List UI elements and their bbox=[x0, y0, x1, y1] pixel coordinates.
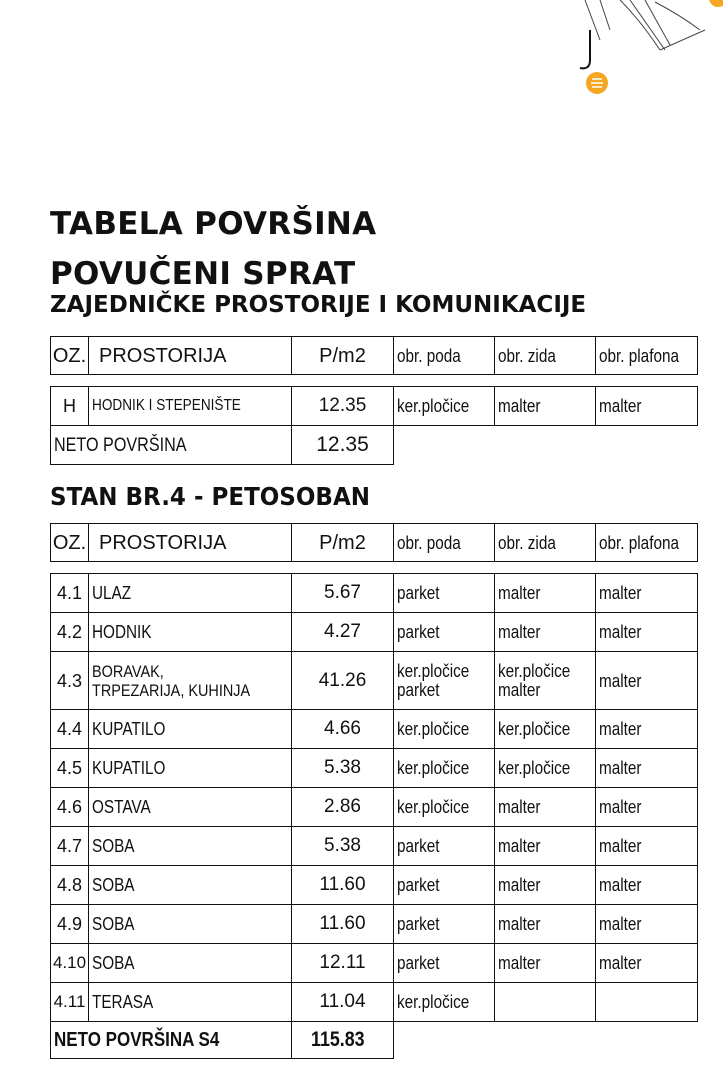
cell-wall: malter bbox=[495, 788, 596, 827]
cell-ceiling: malter bbox=[596, 944, 698, 983]
cell-oz: 4.10 bbox=[51, 944, 89, 983]
header-ceiling: obr. plafona bbox=[596, 337, 698, 375]
common-header-table bbox=[50, 336, 698, 375]
table-row bbox=[51, 387, 698, 426]
cell-floor: ker.pločice bbox=[394, 387, 495, 426]
cell-wall: malter bbox=[495, 574, 596, 613]
cell-ceiling: malter bbox=[596, 652, 698, 710]
cell-area: 11.60 bbox=[292, 905, 394, 944]
header-wall: obr. zida bbox=[495, 337, 596, 375]
table-row bbox=[51, 827, 698, 866]
cell-wall: malter bbox=[495, 905, 596, 944]
cell-ceiling: malter bbox=[596, 613, 698, 652]
header-oz: OZ. bbox=[51, 337, 89, 375]
header-oz: OZ. bbox=[51, 524, 89, 562]
cell-room: ULAZ bbox=[89, 574, 292, 613]
cell-area: 4.27 bbox=[292, 613, 394, 652]
cell-wall: malter bbox=[495, 827, 596, 866]
cell-wall: ker.pločice bbox=[495, 749, 596, 788]
cell-oz: 4.11 bbox=[51, 983, 89, 1022]
cell-ceiling: malter bbox=[596, 866, 698, 905]
cell-wall: malter bbox=[495, 866, 596, 905]
cell-room: BORAVAK, TRPEZARIJA, KUHINJA bbox=[89, 652, 292, 710]
table-row bbox=[51, 905, 698, 944]
section-title-common: ZAJEDNIČKE PROSTORIJE I KOMUNIKACIJE bbox=[50, 292, 587, 318]
cell-oz: 4.6 bbox=[51, 788, 89, 827]
table-row bbox=[51, 749, 698, 788]
apartment-header-table bbox=[50, 523, 698, 562]
total-label: NETO POVRŠINA S4 bbox=[51, 1022, 292, 1059]
cell-area: 4.66 bbox=[292, 710, 394, 749]
cell-floor: parket bbox=[394, 574, 495, 613]
cell-ceiling: malter bbox=[596, 574, 698, 613]
table-row bbox=[51, 613, 698, 652]
cell-floor: parket bbox=[394, 827, 495, 866]
cell-area: 11.04 bbox=[292, 983, 394, 1022]
cell-wall: ker.pločice bbox=[495, 710, 596, 749]
cell-room: HODNIK bbox=[89, 613, 292, 652]
cell-ceiling: malter bbox=[596, 710, 698, 749]
cell-oz: 4.5 bbox=[51, 749, 89, 788]
total-row bbox=[51, 426, 698, 465]
cell-wall: malter bbox=[495, 613, 596, 652]
cell-area: 12.35 bbox=[292, 387, 394, 426]
header-area: P/m2 bbox=[292, 524, 394, 562]
cell-oz: 4.7 bbox=[51, 827, 89, 866]
cell-oz: 4.4 bbox=[51, 710, 89, 749]
cell-wall bbox=[495, 983, 596, 1022]
section-title-apartment: STAN BR.4 - PETOSOBAN bbox=[50, 482, 371, 511]
cell-room: SOBA bbox=[89, 944, 292, 983]
cell-wall: ker.pločice malter bbox=[495, 652, 596, 710]
cell-oz: H bbox=[51, 387, 89, 426]
table-row bbox=[51, 574, 698, 613]
cell-floor: ker.pločice bbox=[394, 749, 495, 788]
cell-oz: 4.2 bbox=[51, 613, 89, 652]
floorplan-fragment-icon bbox=[560, 0, 723, 110]
cell-floor: ker.pločice bbox=[394, 710, 495, 749]
cell-area: 2.86 bbox=[292, 788, 394, 827]
cell-room: SOBA bbox=[89, 827, 292, 866]
header-area: P/m2 bbox=[292, 337, 394, 375]
cell-ceiling bbox=[596, 983, 698, 1022]
table-row bbox=[51, 983, 698, 1022]
cell-oz: 4.9 bbox=[51, 905, 89, 944]
cell-room: KUPATILO bbox=[89, 710, 292, 749]
total-value: 115.83 bbox=[292, 1022, 394, 1059]
cell-ceiling: malter bbox=[596, 788, 698, 827]
cell-ceiling: malter bbox=[596, 749, 698, 788]
cell-floor: parket bbox=[394, 866, 495, 905]
header-floor: obr. poda bbox=[394, 337, 495, 375]
document-title: TABELA POVRŠINA bbox=[50, 206, 377, 242]
cell-floor: ker.pločice parket bbox=[394, 652, 495, 710]
cell-area: 5.67 bbox=[292, 574, 394, 613]
header-room: PROSTORIJA bbox=[89, 524, 292, 562]
table-row bbox=[51, 866, 698, 905]
apartment-rooms-table bbox=[50, 573, 698, 1059]
floor-title: POVUČENI SPRAT bbox=[50, 256, 356, 292]
table-row bbox=[51, 944, 698, 983]
cell-room: SOBA bbox=[89, 905, 292, 944]
total-value: 12.35 bbox=[292, 426, 394, 465]
cell-ceiling: malter bbox=[596, 827, 698, 866]
table-row bbox=[51, 788, 698, 827]
header-floor: obr. poda bbox=[394, 524, 495, 562]
header-wall: obr. zida bbox=[495, 524, 596, 562]
table-row bbox=[51, 710, 698, 749]
header-ceiling: obr. plafona bbox=[596, 524, 698, 562]
cell-floor: ker.pločice bbox=[394, 983, 495, 1022]
total-row bbox=[51, 1022, 698, 1059]
cell-ceiling: malter bbox=[596, 905, 698, 944]
cell-ceiling: malter bbox=[596, 387, 698, 426]
cell-room: KUPATILO bbox=[89, 749, 292, 788]
cell-wall: malter bbox=[495, 944, 596, 983]
cell-oz: 4.3 bbox=[51, 652, 89, 710]
total-label: NETO POVRŠINA bbox=[51, 426, 292, 465]
cell-room: HODNIK I STEPENIŠTE bbox=[89, 387, 292, 426]
cell-area: 5.38 bbox=[292, 749, 394, 788]
cell-floor: parket bbox=[394, 944, 495, 983]
cell-room: SOBA bbox=[89, 866, 292, 905]
table-row bbox=[51, 652, 698, 710]
cell-area: 11.60 bbox=[292, 866, 394, 905]
cell-floor: parket bbox=[394, 905, 495, 944]
cell-wall: malter bbox=[495, 387, 596, 426]
cell-area: 41.26 bbox=[292, 652, 394, 710]
cell-room: OSTAVA bbox=[89, 788, 292, 827]
common-rooms-table bbox=[50, 386, 698, 465]
cell-area: 12.11 bbox=[292, 944, 394, 983]
cell-floor: parket bbox=[394, 613, 495, 652]
cell-floor: ker.pločice bbox=[394, 788, 495, 827]
cell-oz: 4.1 bbox=[51, 574, 89, 613]
cell-room: TERASA bbox=[89, 983, 292, 1022]
cell-area: 5.38 bbox=[292, 827, 394, 866]
header-room: PROSTORIJA bbox=[89, 337, 292, 375]
cell-oz: 4.8 bbox=[51, 866, 89, 905]
